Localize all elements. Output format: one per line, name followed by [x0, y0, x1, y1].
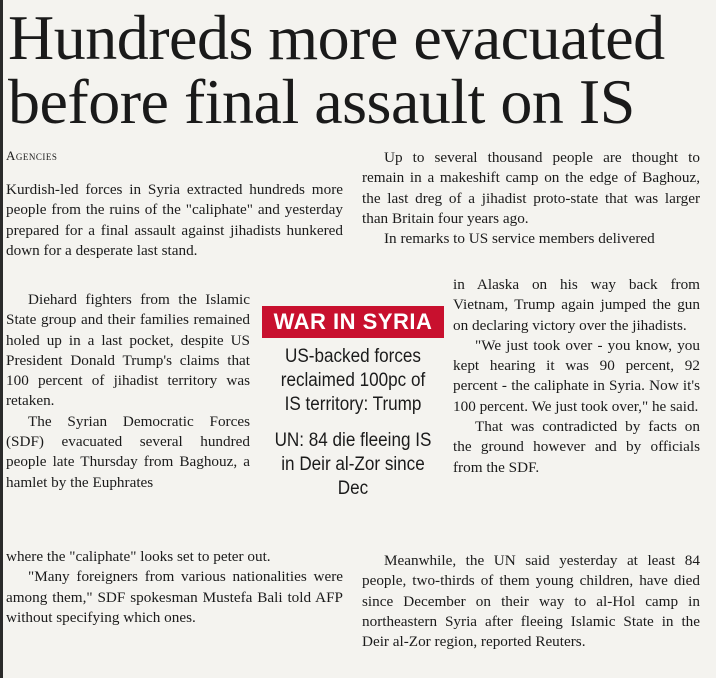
paragraph-1: Kurdish-led forces in Syria extracted hundreds more people from the ruins of the "caliphate" and yesterday prepared for a final assault against jihadists hunkered down for a desperate last stand. — [6, 181, 343, 259]
byline: Agencies — [6, 148, 58, 163]
right-column-wrapped — [453, 275, 700, 478]
sidebar-deck-1: US-backed forces reclaimed 100pc of IS territory: Trump — [280, 346, 426, 415]
headline-line-2: before final assault on IS — [8, 66, 635, 137]
paragraph-4: "Many foreigners from various nationalities were among them," SDF spokesman Mustefa Bali told AFP without specifying which ones. — [6, 568, 343, 626]
headline-line-1: Hundreds more evacuated — [8, 2, 665, 73]
headline — [8, 2, 708, 137]
sidebar-deck-2: UN: 84 die fleeing IS in Deir al-Zor since Dec — [274, 430, 432, 499]
paragraph-3-start: The Syrian Democratic Forces (SDF) evacuated several hundred people late Thursday from Baghouz, a hamlet by the Euphrates — [6, 412, 250, 491]
right-column-top — [362, 148, 700, 249]
paragraph-8: That was contradicted by facts on the ground however and by officials from the SDF. — [453, 418, 700, 476]
page-edge-rule — [0, 0, 3, 678]
left-column-top — [6, 180, 343, 261]
right-column-bottom — [362, 551, 700, 652]
left-column-wrapped — [6, 290, 250, 493]
paragraph-3-end: where the "caliphate" looks set to peter out. — [6, 548, 271, 565]
paragraph-6-end: in Alaska on his way back from Vietnam, Trump again jumped the gun on declaring victory over the jihadists. — [453, 276, 700, 334]
paragraph-7: "We just took over - you know, you kept hearing it was 90 percent, 92 percent - the caliphate in Syria. Now it's 100 percent. We just took over," he said. — [453, 336, 700, 415]
paragraph-5: Up to several thousand people are thought to remain in a makeshift camp on the edge of Baghouz, the last dreg of a jihadist proto-state that was larger than Britain four years ago. — [362, 149, 700, 227]
paragraph-6-start: In remarks to US service members delivered — [384, 230, 655, 248]
paragraph-2: Diehard fighters from the Islamic State group and their families remained holed up in a last pocket, despite US President Donald Trump's claims that 100 percent of jihadist territory was retaken. — [6, 291, 250, 410]
section-tag: WAR IN SYRIA — [262, 306, 444, 338]
sidebar-box — [262, 306, 444, 501]
paragraph-9: Meanwhile, the UN said yesterday at least 84 people, two-thirds of them young children, have died since December on their way to al-Hol camp in northeastern Syria after fleeing Islamic State in the Deir al-Zor region, reported Reuters. — [362, 552, 700, 651]
left-column-bottom — [6, 547, 343, 628]
